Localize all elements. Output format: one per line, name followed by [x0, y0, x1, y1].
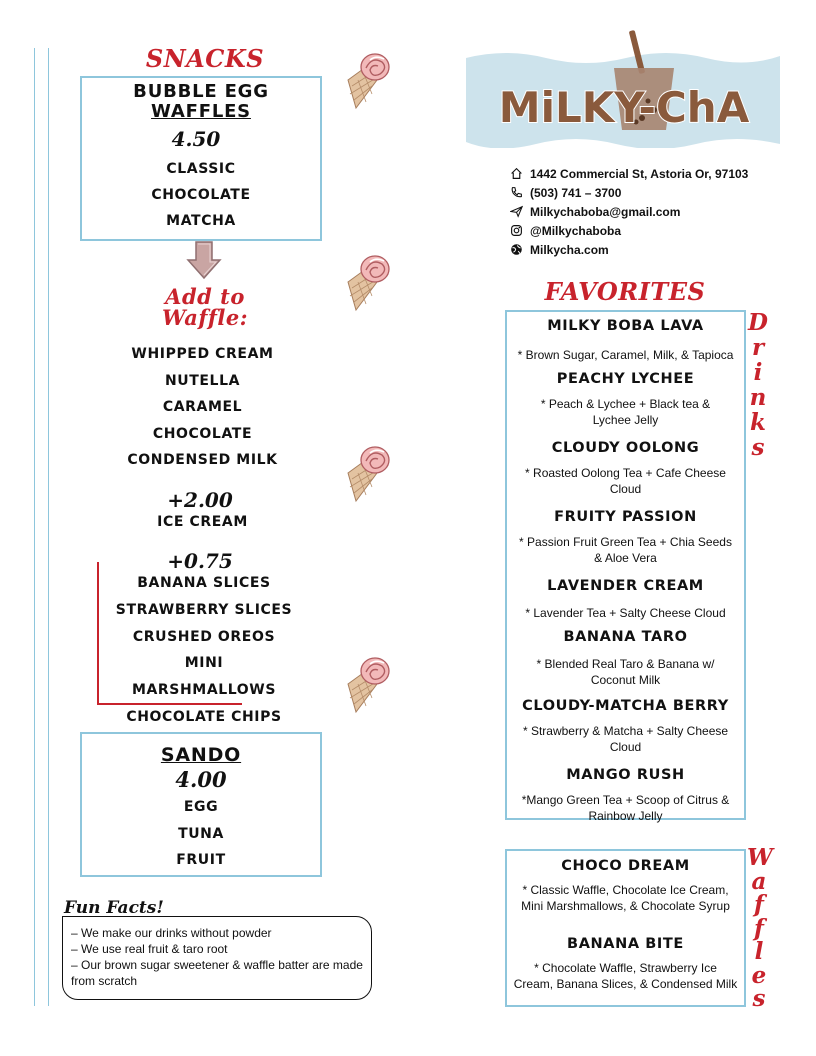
drinks-label-letter: D	[748, 309, 768, 336]
contact-text: Milkychaboba@gmail.com	[530, 204, 681, 219]
add-to-waffle-line1: Add to	[165, 284, 245, 309]
fav-waffle-item	[507, 933, 744, 992]
waffles-label-letter: f	[754, 891, 764, 918]
contact-text: @Milkychaboba	[530, 223, 622, 238]
drink-item	[507, 765, 744, 824]
drink-desc: * Brown Sugar, Caramel, Milk, & Tapioca	[517, 348, 734, 362]
drinks-label-letter: k	[750, 409, 766, 436]
drink-item	[507, 316, 744, 363]
instagram-icon	[510, 224, 523, 237]
sando-filling: TUNA	[178, 825, 224, 842]
drink-name: BANANA TARO	[563, 629, 688, 645]
topping-item: NUTELLA	[164, 372, 241, 389]
contact-phone	[510, 183, 790, 202]
drink-item	[507, 627, 744, 688]
drink-desc: * Peach & Lychee + Black tea & Lychee Jelly	[540, 397, 711, 427]
drink-name: LAVENDER CREAM	[547, 578, 704, 594]
left-border-line	[34, 48, 35, 1006]
drink-desc: * Blended Real Taro & Banana w/ Coconut Milk	[536, 657, 715, 687]
ice-cream-cone-icon	[340, 443, 392, 503]
drinks-label-letter: i	[753, 359, 763, 386]
drink-item	[507, 438, 744, 497]
waffle-flavor: MATCHA	[166, 213, 236, 229]
fav-waffle-desc: * Chocolate Waffle, Strawberry Ice Cream, Banana Slices, & Condensed Milk	[513, 961, 738, 991]
ice-cream-price: +2.00	[167, 488, 233, 512]
fav-waffle-name: BANANA BITE	[567, 936, 684, 952]
base-toppings-list	[100, 341, 305, 474]
drinks-label-letter: s	[751, 434, 765, 461]
drinks-label-letter: n	[749, 384, 767, 411]
left-border-line	[48, 48, 49, 1006]
drink-name: MANGO RUSH	[566, 767, 685, 783]
add-to-waffle-line2: Waffle:	[161, 305, 249, 330]
contact-text: Milkycha.com	[530, 242, 609, 257]
sando-box	[80, 732, 322, 877]
waffles-price: 4.50	[171, 127, 221, 151]
waffles-vertical-label	[747, 846, 771, 1011]
waffle-flavor: CLASSIC	[166, 161, 236, 177]
drink-item	[507, 576, 744, 621]
fav-waffle-name: CHOCO DREAM	[561, 858, 690, 874]
send-icon	[510, 205, 523, 218]
fav-waffles-box	[505, 849, 746, 1007]
waffles-label-letter: l	[754, 938, 764, 965]
waffles-label-letter: a	[751, 867, 767, 895]
contact-email	[510, 202, 790, 221]
ice-cream-cone-icon	[340, 252, 392, 312]
extras-list	[110, 570, 298, 731]
extra-item: STRAWBERRY SLICES	[115, 601, 293, 618]
drink-name: CLOUDY-MATCHA BERRY	[522, 698, 729, 714]
waffles-name-line1: BUBBLE EGG	[133, 81, 269, 102]
extra-item: CHOCOLATE CHIPS	[126, 708, 282, 725]
drinks-vertical-label	[746, 310, 770, 460]
globe-icon	[510, 243, 523, 256]
drink-item	[507, 696, 744, 755]
extras-price: +0.75	[167, 549, 233, 573]
snacks-heading: SNACKS	[145, 44, 265, 73]
drinks-box	[505, 310, 746, 823]
down-arrow-icon	[186, 240, 222, 280]
add-to-waffle-heading	[130, 286, 280, 328]
drink-name: CLOUDY OOLONG	[551, 440, 700, 456]
fun-facts-heading: Fun Facts!	[64, 898, 164, 918]
fav-waffle-item	[507, 855, 744, 914]
contact-text: (503) 741 – 3700	[530, 185, 622, 200]
drink-name: FRUITY PASSION	[554, 509, 697, 525]
drink-name: PEACHY LYCHEE	[556, 371, 695, 387]
extra-item: CRUSHED OREOS	[132, 628, 276, 645]
fun-fact-line: – We make our drinks without powder	[71, 926, 272, 940]
ice-cream-cone-icon	[340, 654, 392, 714]
sando-filling: FRUIT	[176, 852, 226, 868]
drink-desc: * Passion Fruit Green Tea + Chia Seeds & Aloe Vera	[519, 535, 732, 565]
waffles-box	[80, 76, 322, 241]
contact-text: 1442 Commercial St, Astoria Or, 97103	[530, 166, 749, 181]
fun-facts-box	[62, 916, 372, 1000]
waffles-label-letter: f	[754, 914, 764, 942]
drink-item	[507, 369, 744, 428]
sando-price: 4.00	[175, 767, 227, 792]
extra-item: MINI MARSHMALLOWS	[131, 655, 277, 699]
waffles-label-letter: e	[751, 961, 767, 989]
home-icon	[510, 167, 523, 180]
drink-name: MILKY BOBA LAVA	[547, 318, 704, 334]
drinks-label-letter: r	[751, 334, 765, 361]
waffle-flavor: CHOCOLATE	[151, 187, 251, 203]
contact-list	[510, 164, 790, 259]
ice-cream-cone-icon	[340, 50, 392, 110]
favorites-heading: FAVORITES	[544, 277, 706, 306]
milkycha-logo	[466, 26, 780, 148]
drink-desc: * Lavender Tea + Salty Cheese Cloud	[525, 606, 726, 620]
fun-fact-line: – Our brown sugar sweetener & waffle batter are made from scratch	[71, 958, 363, 988]
drink-desc: *Mango Green Tea + Scoop of Citrus & Rainbow Jelly	[521, 793, 730, 823]
drink-desc: * Strawberry & Matcha + Salty Cheese Cloud	[522, 724, 729, 754]
topping-item: WHIPPED CREAM	[131, 346, 274, 362]
contact-instagram	[510, 221, 790, 240]
topping-item: CHOCOLATE	[152, 425, 253, 442]
drink-desc: * Roasted Oolong Tea + Cafe Cheese Cloud	[525, 466, 726, 496]
logo-text: MiLKY-ChA	[498, 83, 750, 132]
contact-address	[510, 164, 790, 183]
sando-name: SANDO	[160, 744, 242, 766]
topping-item: CONDENSED MILK	[127, 452, 278, 468]
contact-website	[510, 240, 790, 259]
waffles-label-letter: s	[752, 985, 766, 1012]
ice-cream-label: ICE CREAM	[157, 514, 248, 530]
drink-item	[507, 507, 744, 566]
fun-fact-line: – We use real fruit & taro root	[71, 942, 228, 956]
fav-waffle-desc: * Classic Waffle, Chocolate Ice Cream, Mini Marshmallows, & Chocolate Syrup	[521, 883, 730, 913]
waffles-label-letter: W	[747, 844, 773, 871]
waffles-name-line2: WAFFLES	[151, 101, 251, 122]
phone-icon	[510, 186, 523, 199]
extra-item: BANANA SLICES	[137, 575, 271, 591]
sando-filling: EGG	[183, 799, 219, 815]
topping-item: CARAMEL	[162, 399, 243, 415]
